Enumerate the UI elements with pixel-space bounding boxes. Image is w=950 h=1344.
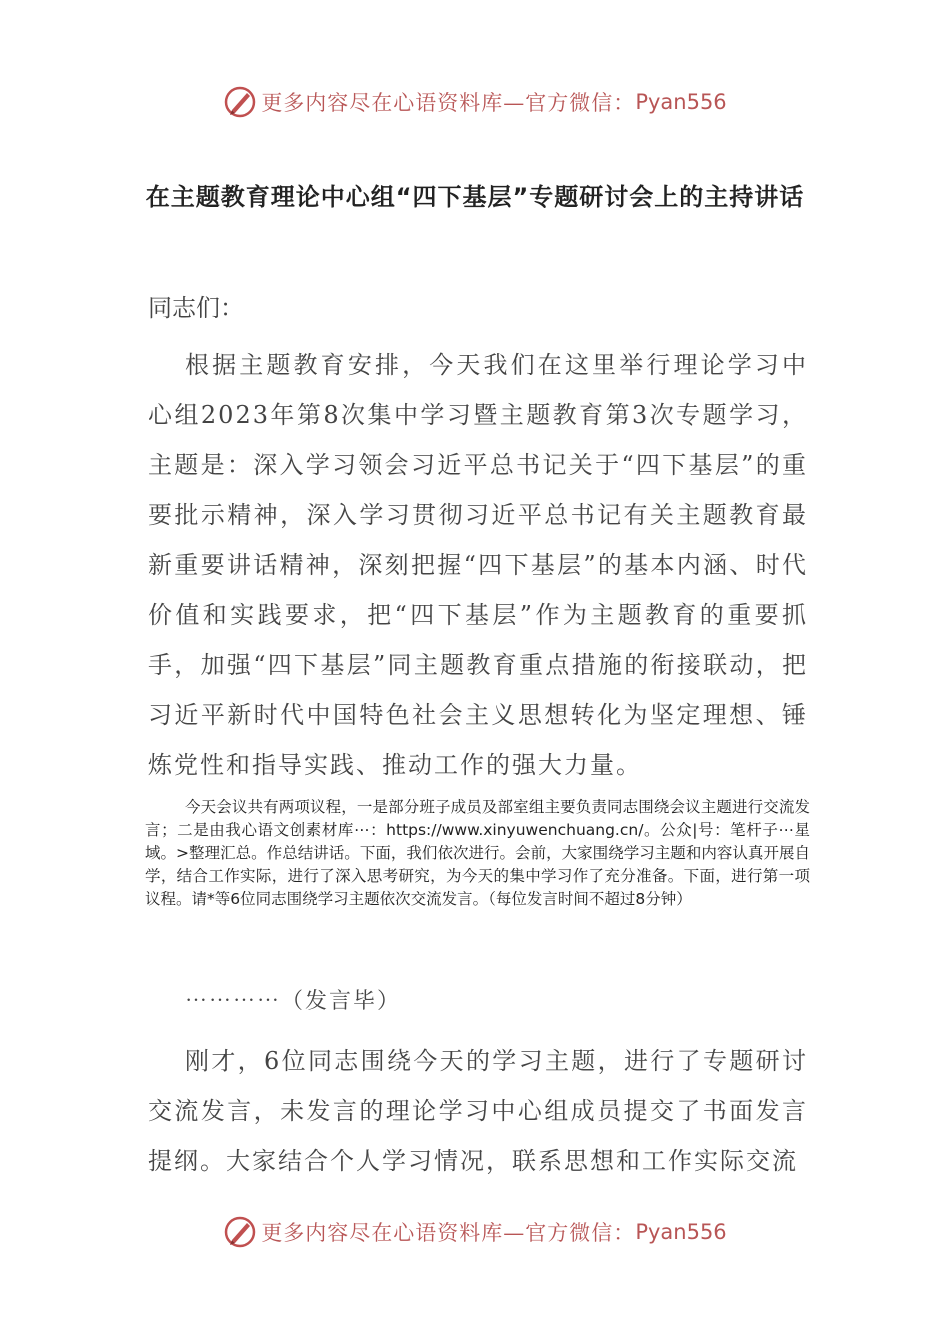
pen-logo-icon	[223, 85, 257, 119]
salutation: 同志们：	[148, 294, 244, 322]
pen-logo-icon	[223, 1215, 257, 1249]
footer-banner	[0, 1210, 950, 1254]
paragraph-agenda: 今天会议共有两项议程，一是部分班子成员及部室组主要负责同志围绕会议主题进行交流发言；二是由我心语文创素材库⋯：https://www.xinyuwenchuang.cn/。公众|号：笔杆子⋯星域。>整理汇总。作总结讲话。下面，我们依次进行。会前，大家围绕学习主题和内容认真开展自学，结合工作实际，进行了深入思考研究，为今天的集中学习作了充分准备。下面，进行第一项议程。请*等6位同志围绕学习主题依次交流发言。（每位发言时间不超过8分钟）	[145, 798, 810, 908]
paragraph-intro: 根据主题教育安排，今天我们在这里举行理论学习中心组2023年第8次集中学习暨主题教育第3次专题学习，主题是：深入学习领会习近平总书记关于“四下基层”的重要批示精神，深入学习贯彻习近平总书记有关主题教育最新重要讲话精神，深刻把握“四下基层”的基本内涵、时代价值和实践要求，把“四下基层”作为主题教育的重要抓手，加强“四下基层”同主题教育重点措施的衔接联动，把习近平新时代中国特色社会主义思想转化为坚定理想、锤炼党性和指导实践、推动工作的强大力量。	[148, 351, 808, 779]
header-banner-text: 更多内容尽在心语资料库—官方微信：	[261, 91, 636, 115]
paragraph-summary: 刚才，6位同志围绕今天的学习主题，进行了专题研讨交流发言，未发言的理论学习中心组成员提交了书面发言提纲。大家结合个人学习情况，联系思想和工作实际交流	[148, 1047, 808, 1175]
document-title: 在主题教育理论中心组“四下基层”专题研讨会上的主持讲话	[145, 183, 805, 211]
paragraph-speech-end: ⋯⋯⋯⋯（发言毕）	[185, 989, 402, 1014]
footer-banner-text: 更多内容尽在心语资料库—官方微信：	[261, 1221, 636, 1245]
footer-banner-wechat-id: Pyan556	[635, 1220, 727, 1244]
header-banner-wechat-id: Pyan556	[635, 90, 727, 114]
header-banner	[0, 80, 950, 124]
